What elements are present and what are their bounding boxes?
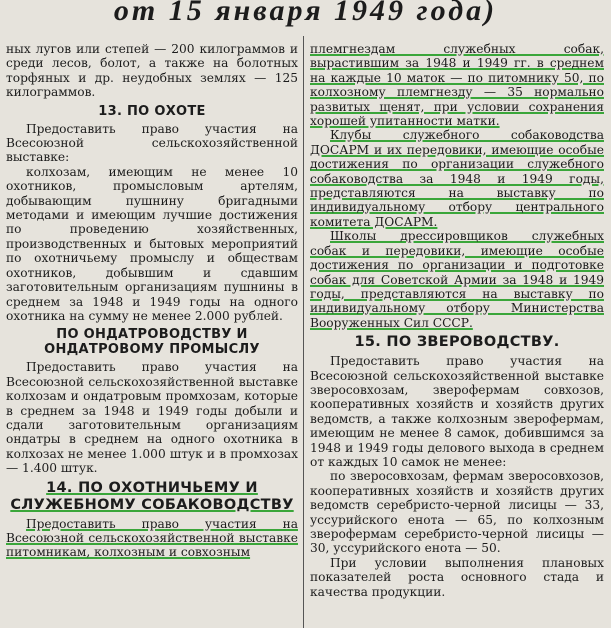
left-column bbox=[6, 42, 298, 560]
paragraph-hunting-body: колхозам, имеющим не менее 10 охотников, промысловым артелям, добывающим пушнину бригадными методами и имеющим лучшие достижения по проведению хозяйственных, производственных и бытовых мероприятий по охотничьему промыслу и обществам охотников, добывшим и сдавшим заготовительным организациям пушнины в среднем за 1948 и 1949 годы на одного охотника на сумму не менее 2.000 рублей. bbox=[6, 164, 298, 323]
heading-dog-breeding: 14. ПО ОХОТНИЧЬЕМУ И СЛУЖЕБНОМУ СОБАКОВОДСТВУ bbox=[10, 479, 294, 513]
column-divider bbox=[303, 36, 304, 628]
paragraph-dosarm-clubs: Клубы служебного собаководства ДОСАРМ и их передовики, имеющие особые достижения по организации служебного собаководства за 1948 и 1949 годы, представляются на выставку по индивидуальному отбору центрального комитета ДОСАРМ. bbox=[310, 128, 604, 229]
paragraph-muskrat: Предоставить право участия на Всесоюзной сельскохозяйственной выставке колхозам и ондатровым промхозам, которые в среднем за 1948 и 1949 годы добыли и сдали заготовительным организациям ондатры в среднем на одного охотника в колхозах не менее 1.000 штук и в промхозах — 1.400 штук. bbox=[6, 360, 298, 476]
paragraph-training-schools: Школы дрессировщиков служебных собак и передовики, имеющие особые достижения по организации и подготовке собак для Советской Армии за 1948 и 1949 годы, представляются на выставку по индивидуальному отбору Министерства Вооруженных Сил СССР. bbox=[310, 229, 604, 330]
paragraph-fur-rates: по зверосовхозам, фермам зверосовхозов, кооперативных хозяйств и хозяйств других ведомств серебристо-черной лисицы — 33, уссурийского енота — 65, по колхозным зверофермам серебристо-черной лисицы — 30, уссурийского енота — 50. bbox=[310, 469, 604, 556]
paragraph-hunting-intro: Предоставить право участия на Всесоюзной сельскохозяйственной выставке: bbox=[6, 121, 298, 165]
heading-fur-farming: 15. ПО ЗВЕРОВОДСТВУ. bbox=[354, 334, 560, 351]
paragraph-dog-breeding: Предоставить право участия на Всесоюзной сельскохозяйственной выставке питомникам, колхозным и совхозным bbox=[6, 516, 298, 560]
heading-muskrat: ПО ОНДАТРОВОДСТВУ И ОНДАТРОВОМУ ПРОМЫСЛУ bbox=[44, 327, 260, 358]
paragraph-kennels: племгнездам служебных собак, вырастившим за 1948 и 1949 гг. в среднем на каждые 10 маток — по питомнику 50, по колхозному племгнезду — 35 нормально развитых щенят, при условии сохранения хорошей упитанности матки. bbox=[310, 42, 604, 129]
header-title: от 15 января 1949 года) bbox=[113, 0, 498, 27]
paragraph-fur-conditions: При условии выполнения плановых показателей роста основного стада и качества продукции. bbox=[310, 555, 604, 599]
right-column bbox=[310, 42, 604, 599]
paragraph-fur-intro: Предоставить право участия на Всесоюзной сельскохозяйственной выставке зверосовхозам, зверофермам совхозов, кооперативных хозяйств и хозяйств других ведомств, а также колхозным зверофермам, имеющим не менее 8 самок, добившимся за 1948 и 1949 годы делового выхода в среднем от каждых 10 самок не менее: bbox=[310, 354, 604, 469]
heading-hunting: 13. ПО ОХОТЕ bbox=[98, 103, 206, 119]
paragraph-meadows: ных лугов или степей — 200 килограммов и среди лесов, болот, а также на болотных торфяных и др. неудобных землях — 125 килограммов. bbox=[6, 42, 298, 100]
